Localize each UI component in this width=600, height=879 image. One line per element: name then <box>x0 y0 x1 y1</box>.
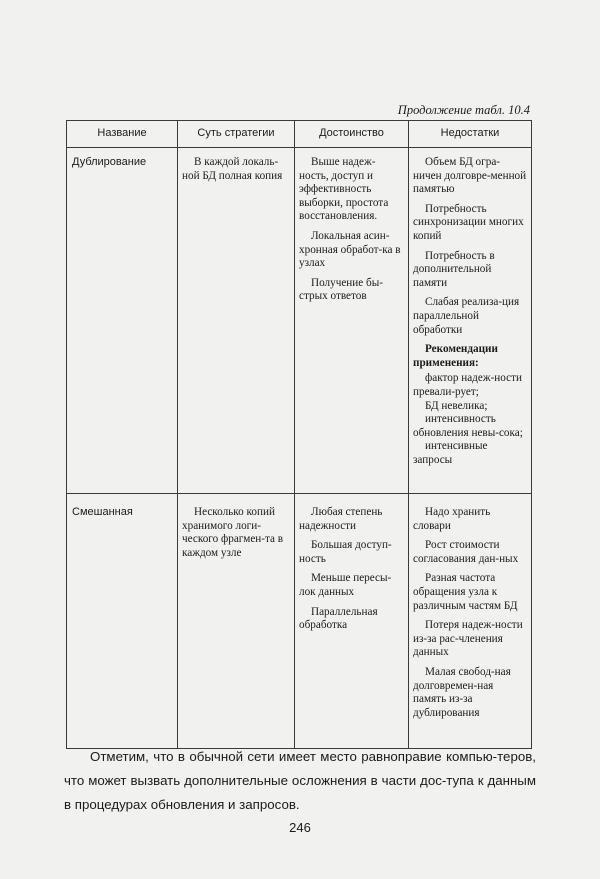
advantage-item: Получение бы-стрых ответов <box>299 276 383 303</box>
body-paragraph: Отметим, что в обычной сети имеет место равноправие компью-теров, что может вызвать дополнительные осложнения в части дос-тупа к данным в процедурах обновления и запросов. <box>64 749 536 812</box>
advantage-item: Любая степень надежности <box>299 506 383 532</box>
table-caption: Продолжение табл. 10.4 <box>397 103 530 117</box>
recommendation-item: БД невелика; <box>425 399 488 412</box>
disadvantage-item: Рост стоимости согласования дан-ных <box>413 539 519 565</box>
disadvantage-item: Слабая реализа-ция параллельной обработки <box>413 296 520 336</box>
header-advantages: Достоинство <box>295 121 409 148</box>
row-advantages <box>295 148 409 494</box>
advantage-item: Локальная асин-хронная обработ-ка в узлах <box>299 229 401 270</box>
disadvantage-item: Потребность в дополнительной памяти <box>413 249 495 289</box>
header-name: Название <box>67 121 178 148</box>
row-disadvantages <box>409 148 532 494</box>
row-name: Дублирование <box>67 148 178 494</box>
table-header-row <box>67 121 532 148</box>
advantage-item: Параллельная обработка <box>299 605 378 632</box>
row-name: Смешанная <box>67 494 178 749</box>
disadvantage-item: Надо хранить словари <box>413 506 491 532</box>
header-disadvantages: Недостатки <box>409 121 532 148</box>
advantage-item: Меньше пересы-лок данных <box>299 572 392 598</box>
page-number: 246 <box>289 820 311 835</box>
row-advantages <box>295 494 409 749</box>
advantage-item: Выше надеж-ность, доступ и эффективность выборки, простота восстановления. <box>299 156 389 223</box>
header-essence: Суть стратегии <box>178 121 295 148</box>
disadvantage-item: Потеря надеж-ности из-за рас-членения данных <box>413 619 523 659</box>
recommendation-item: интенсивные запросы <box>413 440 488 466</box>
recommendation-item: фактор надеж-ности превали-рует; <box>413 372 522 398</box>
row-essence <box>178 494 295 749</box>
table-row <box>67 494 532 749</box>
comparison-table <box>66 120 532 749</box>
recommendations-list <box>413 372 527 467</box>
row-essence <box>178 148 295 494</box>
disadvantage-item: Объем БД огра-ничен долговре-менной памятью <box>413 156 527 196</box>
essence-text: В каждой локаль-ной БД полная копия <box>182 156 283 182</box>
essence-text: Несколько копий хранимого логи-ческого фрагмен-та в каждом узле <box>182 506 284 559</box>
table-row <box>67 148 532 494</box>
disadvantage-item: Разная частота обращения узла к различным частям БД <box>413 572 518 612</box>
disadvantage-item: Малая свобод-ная долговремен-ная память из-за дублирования <box>413 665 511 719</box>
advantage-item: Большая доступ-ность <box>299 539 392 565</box>
recommendations-title: Рекомендации применения: <box>413 343 498 369</box>
disadvantage-item: Потребность синхронизации многих копий <box>413 202 524 242</box>
recommendation-item: интенсивность обновления невы-сока; <box>413 413 523 439</box>
row-disadvantages <box>409 494 532 749</box>
